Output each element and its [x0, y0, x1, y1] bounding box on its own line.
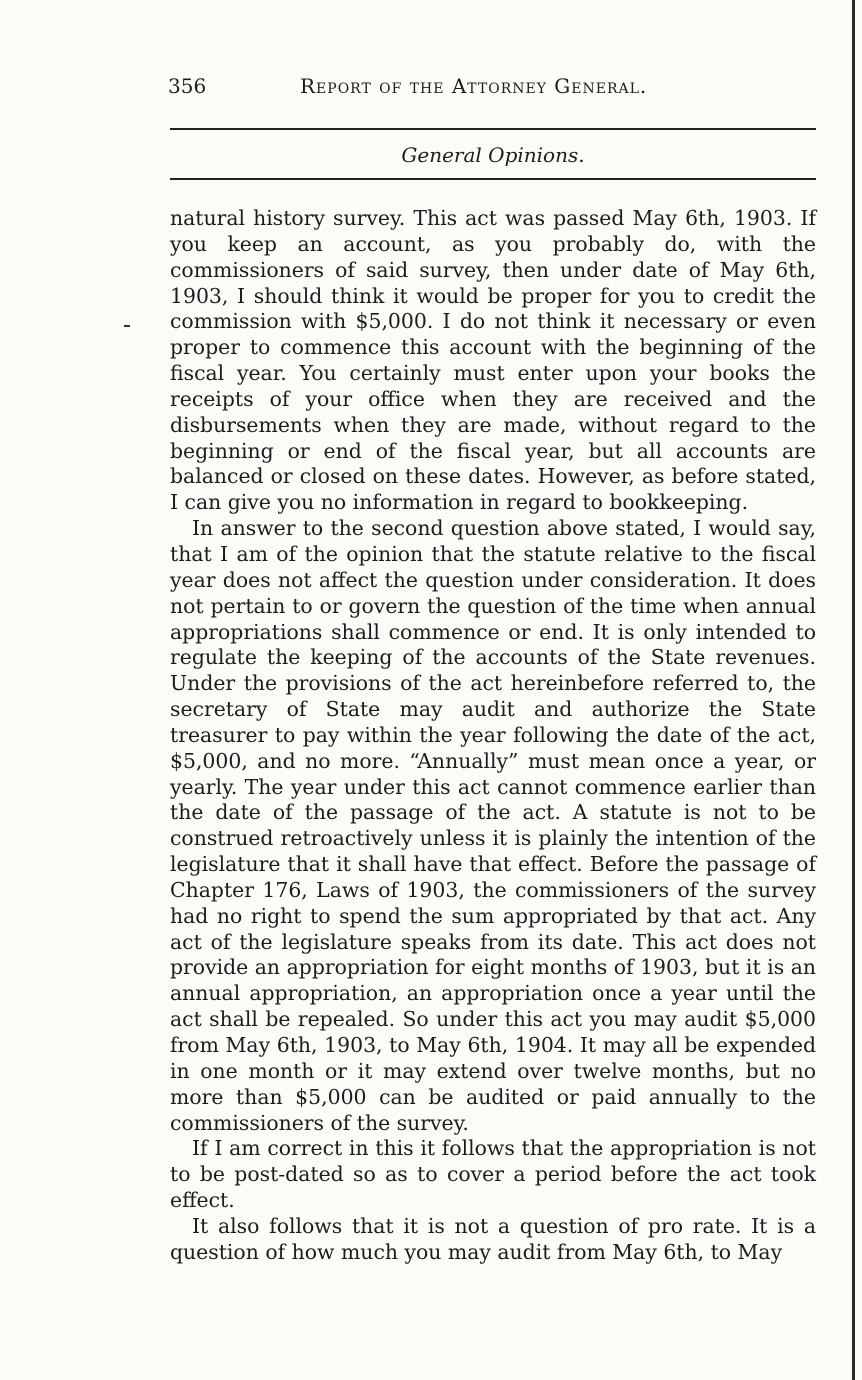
header-rule-bottom [170, 178, 816, 180]
page-number: 356 [168, 74, 207, 98]
paragraph-continued: natural history survey. This act was passed May 6th, 1903. If you keep an account, as you probably do, with the commissioners of said survey, then under date of May 6th, 1903, I should think it would be proper for you to credit the commission with $5,000. I do not think it necessary or even proper to commence this account with the beginning of the fiscal year. You certainly must enter upon your books the receipts of your office when they are received and the disbursements when they are made, without regard to the beginning or end of the fiscal year, but all accounts are balanced or closed on these dates. However, as before stated, I can give you no information in regard to bookkeeping. [170, 206, 816, 515]
running-title: Report of the Attorney General. [300, 74, 648, 98]
page-header [168, 74, 816, 104]
paragraph: It also follows that it is not a question of pro rate. It is a question of how much you may audit from May 6th, to May [170, 1213, 816, 1264]
body-text [170, 206, 816, 1266]
page-edge-line [852, 0, 855, 1380]
paragraph: In answer to the second question above stated, I would say, that I am of the opinion that the statute relative to the fiscal year does not affect the question under consideration. It does not pertain to or govern the question of the time when annual appropriations shall commence or end. It is only intended to regulate the keeping of the accounts of the State revenues. Under the provisions of the act hereinbefore referred to, the secretary of State may audit and authorize the State treasurer to pay within the year following the date of the act, $5,000, and no more. “Annually” must mean once a year, or yearly. The year under this act cannot commence earlier than the date of the passage of the act. A statute is not to be construed retroactively unless it is plainly the intention of the legislature that it shall have that effect. Before the passage of Chapter 176, Laws of 1903, the commissioners of the survey had no right to spend the sum appropriated by that act. Any act of the legislature speaks from its date. This act does not provide an appropriation for eight months of 1903, but it is an annual appropriation, an appropriation once a year until the act shall be repealed. So under this act you may audit $5,000 from May 6th, 1903, to May 6th, 1904. It may all be expended in one month or it may extend over twelve months, but no more than $5,000 can be audited or paid annually to the commissioners of the survey. [170, 516, 816, 1135]
paragraph: If I am correct in this it follows that the appropriation is not to be post-dated so as to cover a period before the act took effect. [170, 1136, 816, 1213]
header-rule-top [170, 128, 816, 130]
margin-mark [124, 325, 130, 327]
section-title: General Opinions. [401, 143, 585, 167]
